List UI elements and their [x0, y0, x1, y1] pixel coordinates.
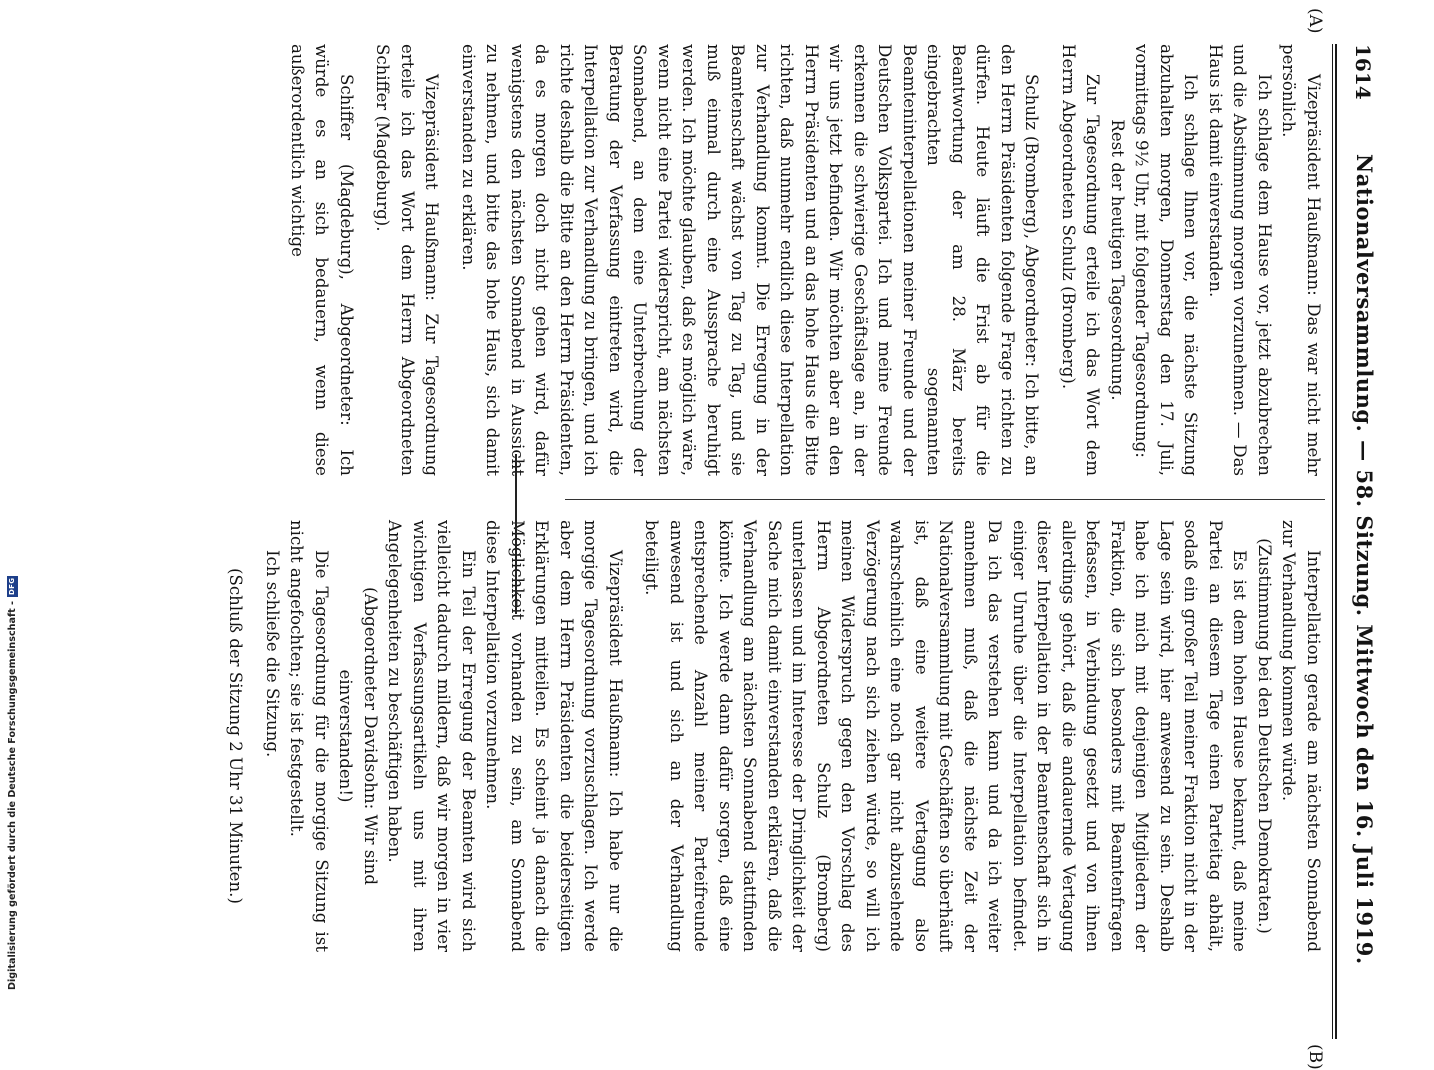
digitization-note: [6, 577, 18, 990]
interjection: (Abgeordneter Davidsohn: Wir sind einverstanden!): [336, 587, 380, 885]
digitization-text: Digitalisierung gefördert durch die Deutsche Forschungsgemeinschaft -: [6, 600, 18, 990]
speech-schulz: Schulz (Bromberg), Abgeordneter: Ich bitte, an den Herrn Präsidenten folgende Frage richten zu dürfen. Heute läuft die Frist ab für die Beantwortung der am 28. März bereits eingebrachten sogenannten Beamteninterpellationen meiner Freunde und der Deutschen Volkspartei. Ich und meine Freunde erkennen die schwierige Geschäftslage an, in der wir uns jetzt befinden. Wir möchten aber an den Herrn Präsidenten und an das hohe Haus die Bitte richten, daß nunmehr endlich diese Interpellation zur Verhandlung kommt. Die Erregung in der Beamtenschaft wächst von Tag zu Tag, und sie muß einmal durch eine Aussprache beruhigt werden. Ich möchte glauben, daß es möglich wäre, wenn nicht eine Partei widerspricht, am nächsten Sonnabend, an dem eine Unterbrechung der Beratung der Verfassung eintreten wird, die Interpellation zur Verhandlung zu bringen, und ich richte deshalb die Bitte an den Herrn Präsidenten, da es morgen doch nicht gehen wird, dafür wenigstens den nächsten Sonnabend in Aussicht zu nehmen, und bitte das hohe Haus, sich damit einverstanden zu erklären.: [459, 44, 1042, 476]
header-rule-thin: [1332, 44, 1333, 1039]
paragraph: Ich schließe die Sitzung.: [263, 550, 282, 758]
dfg-logo: DFG: [7, 577, 16, 595]
right-column: [223, 520, 1325, 952]
left-column: [285, 44, 1326, 476]
agenda-item: Rest der heutigen Tagesordnung.: [1108, 119, 1127, 401]
column-separator: [565, 499, 1325, 500]
paragraph: Ein Teil der Erregung der Beamten wird sich vielleicht dadurch mildern, daß wir morgen in vier wichtigen Verfassungsartikeln uns mit ihren Angelegenheiten zu beschäftigen haben.: [385, 520, 478, 952]
header-rule: [1335, 44, 1337, 1039]
end-rule: [515, 454, 517, 614]
paragraph: Ich schlage Ihnen vor, die nächste Sitzung abzuhalten morgen, Donnerstag den 17. Juli, vormittags 9½ Uhr, mit folgender Tagesordnung:: [1132, 44, 1201, 476]
speech-haussmann: Vizepräsident Haußmann: Ich habe nur die morgige Tagesordnung vorzuschlagen. Ich werde aber dem Herrn Präsidenten die beiderseitigen Erklärungen mitteilen. Es scheint ja danach die Möglichkeit vorhanden zu sein, am Sonnabend diese Interpellation vorzunehmen.: [483, 520, 625, 952]
running-head: Nationalversammlung. — 58. Sitzung. Mittwoch den 16. Juli 1919.: [1352, 154, 1377, 965]
paragraph: Ich schlage dem Hause vor, jetzt abzubrechen und die Abstimmung morgen vorzunehmen. — Das Haus ist damit einverstanden.: [1206, 44, 1274, 476]
paragraph: Die Tagesordnung für die morgige Sitzung ist nicht angefochten; sie ist festgestellt.: [287, 520, 331, 952]
paragraph: Zur Tagesordnung erteile ich das Wort dem Herrn Abgeordneten Schulz (Bromberg).: [1059, 44, 1103, 476]
interjection: (Zustimmung bei den Deutschen Demokraten.): [1255, 538, 1274, 934]
paragraph: Es ist dem hohen Hause bekannt, daß meine Partei an diesem Tage einen Parteitag abhält, sodaß ein großer Teil meiner Fraktion nicht in der Lage sein wird, hier anwesend zu sein. Deshalb habe ich mich mit denjenigen Mitgliedern der Fraktion, die sich besonders mit Beamtenfragen befassen, in Verbindung gesetzt und von ihnen allerdings gehört, daß die andauernde Vertagung dieser Interpellation in der Beamtenschaft sich in einiger Unruhe über die Interpellation befindet. Da ich das verstehen kann und da ich weiter annehmen muß, daß die nächste Zeit der Nationalversammlung mit Geschäften so überhäuft ist, daß eine weitere Vertagung also wahrscheinlich eine noch gar nicht abzusehende Verzögerung nach sich ziehen würde, so will ich meinen Widerspruch gegen den Vorschlag des Herrn Abgeordneten Schulz (Bromberg) unterlassen und im Interesse der Dringlichkeit der Sache mich damit einverstanden erklären, daß die Verhandlung am nächsten Sonnabend stattfinden könnte. Ich werde dann dafür sorgen, daß eine entsprechende Anzahl meiner Parteifreunde anwesend ist und sich an der Verhandlung beteiligt.: [642, 520, 1250, 952]
margin-marker-b: (B): [1305, 1044, 1325, 1070]
paragraph: Vizepräsident Haußmann: Das war nicht mehr persönlich.: [1279, 44, 1323, 476]
paragraph: Interpellation gerade am nächsten Sonnabend zur Verhandlung kommen würde.: [1279, 520, 1323, 952]
session-end-note: (Schluß der Sitzung 2 Uhr 31 Minuten.): [226, 568, 246, 904]
margin-marker-a: (A): [1305, 8, 1325, 34]
paragraph: Vizepräsident Haußmann: Zur Tagesordnung erteile ich das Wort dem Herrn Abgeordneten Schiffer (Magdeburg).: [373, 44, 442, 476]
scanned-page: [226, 8, 1395, 1070]
page-number: 1614: [1351, 44, 1375, 100]
speech-schiffer: Schiffer (Magdeburg), Abgeordneter: Ich würde es an sich bedauern, wenn diese außerordentlich wichtige: [288, 44, 356, 476]
